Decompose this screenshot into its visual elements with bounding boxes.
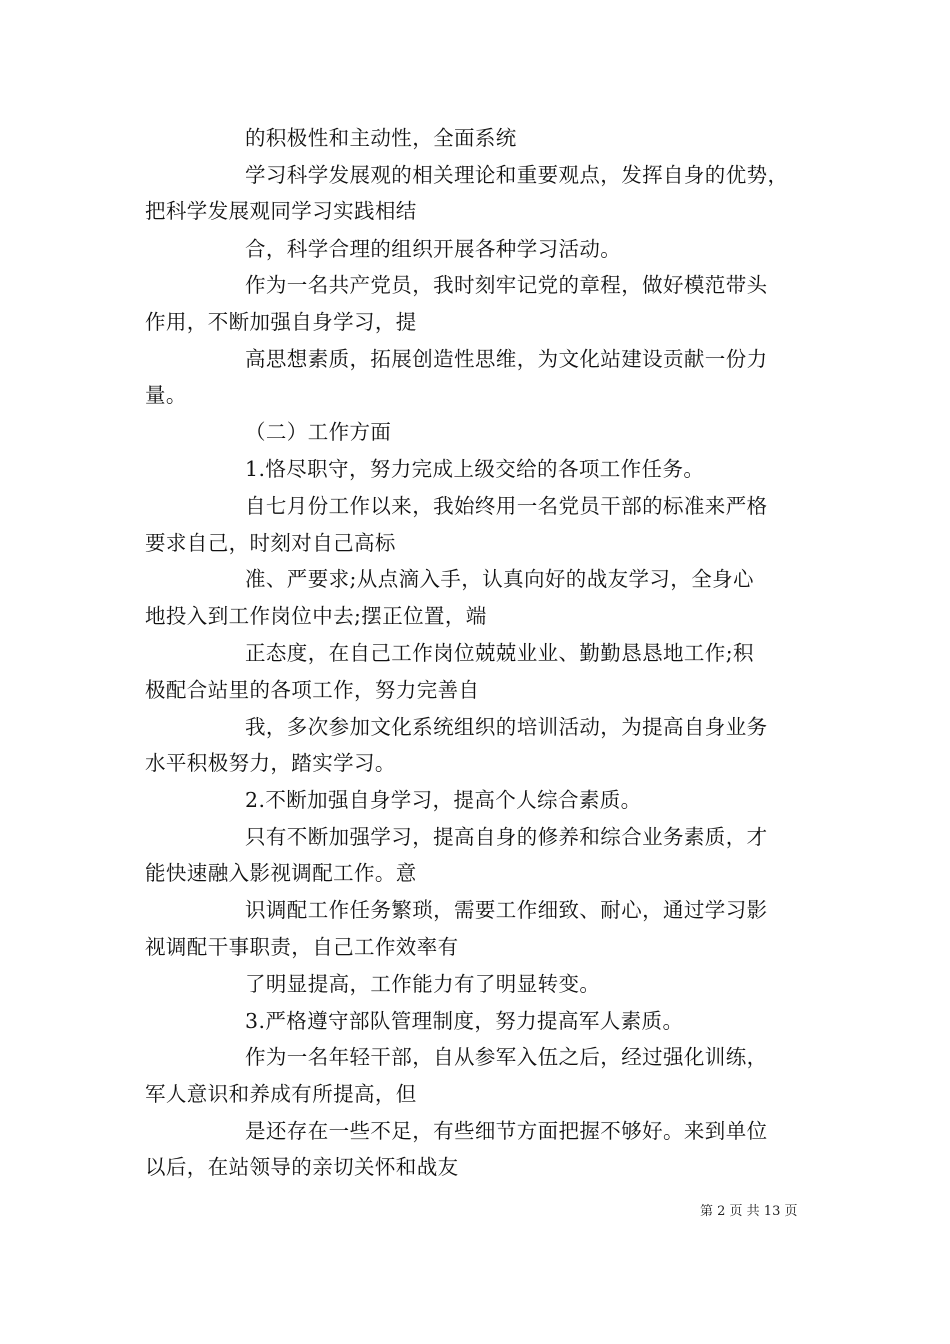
text-line: 正态度，在自己工作岗位兢兢业业、勤勤恳恳地工作;积	[245, 641, 754, 665]
text-line: 自七月份工作以来，我始终用一名党员干部的标准来严格	[245, 494, 768, 518]
text-line: 的积极性和主动性，全面系统	[245, 126, 517, 150]
text-line: 准、严要求;从点滴入手，认真向好的战友学习，全身心	[245, 567, 754, 591]
text-line: 只有不断加强学习，提高自身的修养和综合业务素质，才	[245, 825, 768, 849]
text-line: 把科学发展观同学习实践相结	[145, 199, 417, 223]
page-footer: 第 2 页 共 13 页	[700, 1204, 798, 1219]
section-heading: （二）工作方面	[245, 420, 392, 444]
text-line: 地投入到工作岗位中去;摆正位置，端	[145, 604, 487, 628]
numbered-heading: 2.不断加强自身学习，提高个人综合素质。	[245, 788, 642, 812]
text-line: 了明显提高，工作能力有了明显转变。	[245, 972, 601, 996]
text-line: 视调配干事职责，自己工作效率有	[145, 935, 459, 959]
text-line: 军人意识和养成有所提高，但	[145, 1082, 417, 1106]
text-line: 合，科学合理的组织开展各种学习活动。	[245, 237, 622, 261]
text-line: 作为一名共产党员，我时刻牢记党的章程，做好模范带头	[245, 273, 768, 297]
numbered-heading: 3.严格遵守部队管理制度，努力提高军人素质。	[245, 1009, 684, 1033]
numbered-heading: 1.恪尽职守，努力完成上级交给的各项工作任务。	[245, 457, 705, 481]
text-line: 识调配工作任务繁琐，需要工作细致、耐心，通过学习影	[245, 898, 768, 922]
text-line: 是还存在一些不足，有些细节方面把握不够好。来到单位	[245, 1119, 768, 1143]
text-line: 高思想素质，拓展创造性思维，为文化站建设贡献一份力	[245, 347, 768, 371]
text-line: 学习科学发展观的相关理论和重要观点，发挥自身的优势，	[245, 163, 789, 187]
text-line: 要求自己，时刻对自己高标	[145, 531, 396, 555]
text-line: 能快速融入影视调配工作。意	[145, 861, 417, 885]
text-line: 水平积极努力，踏实学习。	[145, 751, 396, 775]
text-line: 极配合站里的各项工作，努力完善自	[145, 678, 480, 702]
text-line: 我，多次参加文化系统组织的培训活动，为提高自身业务	[245, 715, 768, 739]
text-line: 以后，在站领导的亲切关怀和战友	[145, 1155, 459, 1179]
text-line: 作用，不断加强自身学习，提	[145, 310, 417, 334]
text-line: 量。	[145, 383, 187, 407]
text-line: 作为一名年轻干部，自从参军入伍之后，经过强化训练，	[245, 1045, 768, 1069]
